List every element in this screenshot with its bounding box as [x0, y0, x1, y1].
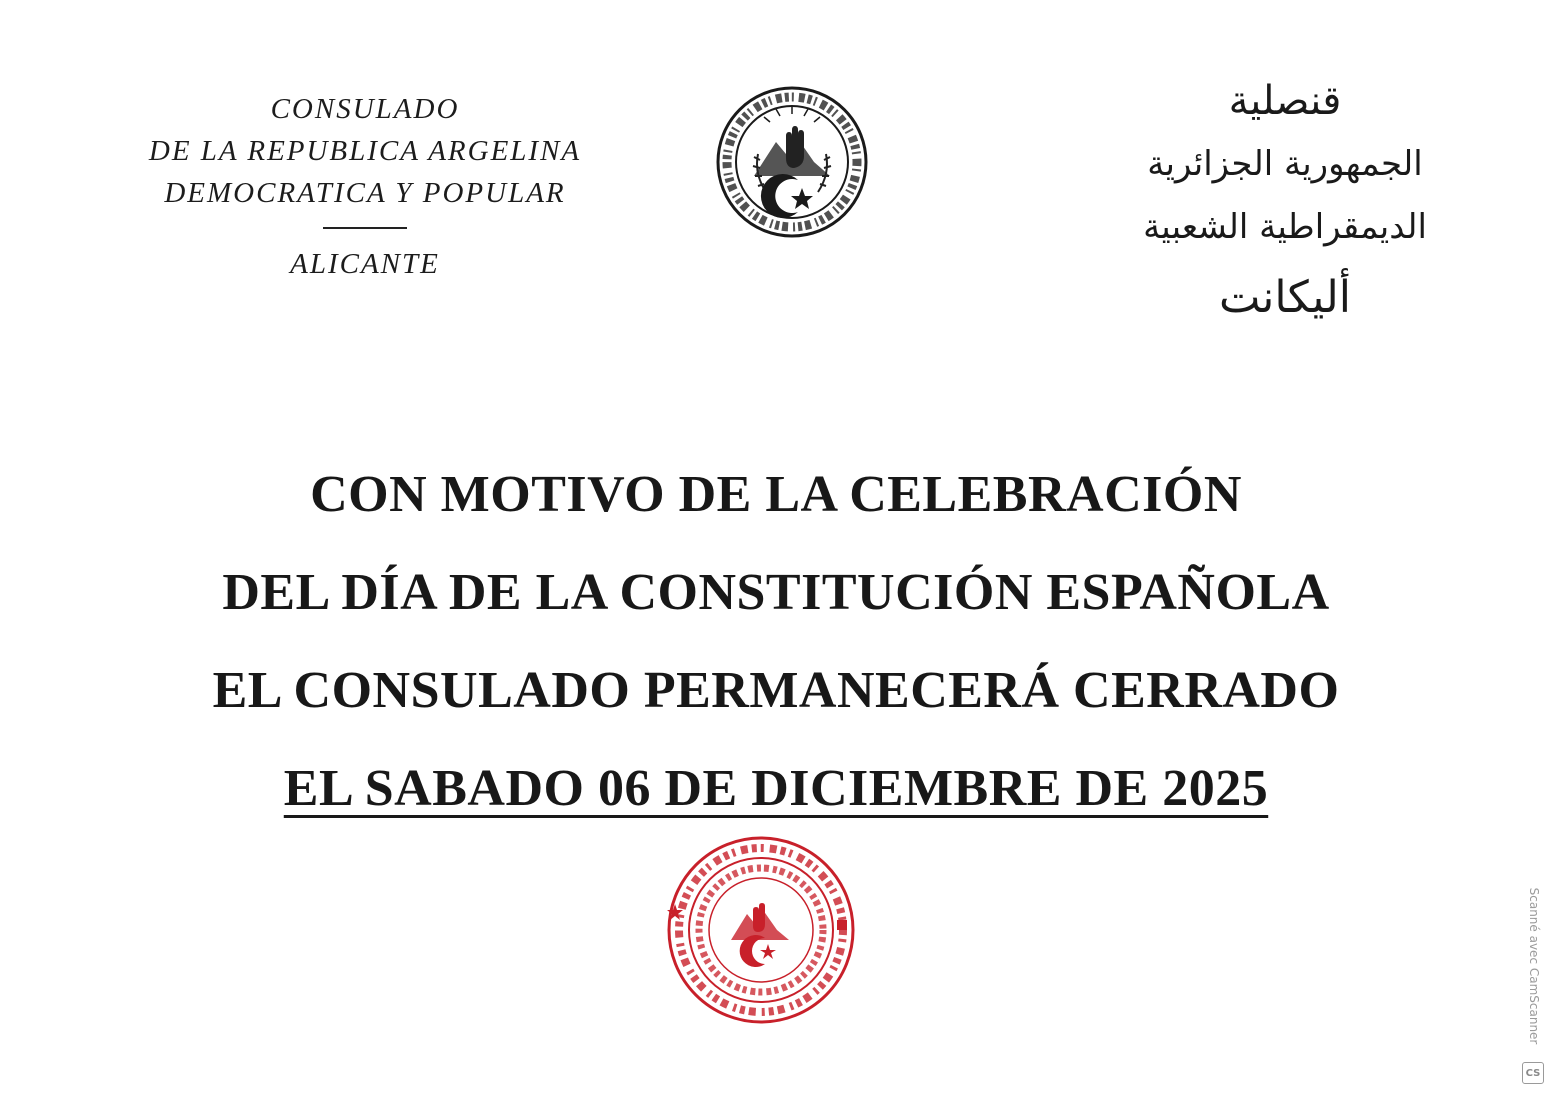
- camscanner-watermark: [1514, 870, 1552, 1094]
- letterhead-ar-city: أليكانت: [1218, 272, 1352, 323]
- notice-date-text: EL SABADO 06 DE DICIEMBRE DE 2025: [283, 760, 1269, 817]
- notice-line-1: CON MOTIVO DE LA CELEBRACIÓN: [310, 466, 1242, 523]
- letterhead-divider: [323, 227, 407, 229]
- algeria-coat-of-arms-icon: [714, 84, 870, 240]
- letterhead-arabic: [1140, 70, 1430, 338]
- camscanner-logo-icon: CS: [1522, 1062, 1544, 1084]
- letterhead-ar-republic: الجمهورية الجزائرية: [1147, 144, 1423, 184]
- letterhead-city: ALICANTE: [290, 248, 440, 280]
- letterhead-spanish: [130, 88, 600, 285]
- letterhead-ar-democratic: الديمقراطية الشعبية: [1143, 207, 1427, 247]
- notice-line-2: DEL DÍA DE LA CONSTITUCIÓN ESPAÑOLA: [222, 564, 1330, 621]
- letterhead-ar-consulate: قنصلية: [1228, 78, 1342, 124]
- letterhead-line-democratica: DEMOCRATICA Y POPULAR: [164, 177, 566, 209]
- closure-notice: [0, 455, 1552, 847]
- consulate-seal-stamp: [655, 832, 867, 1032]
- notice-line-3: EL CONSULADO PERMANECERÁ CERRADO: [212, 662, 1340, 719]
- letterhead-line-consulado: CONSULADO: [270, 93, 460, 125]
- camscanner-text: Scanné avec CamScanner: [1527, 887, 1541, 1045]
- letterhead-line-republica: DE LA REPUBLICA ARGELINA: [148, 135, 582, 167]
